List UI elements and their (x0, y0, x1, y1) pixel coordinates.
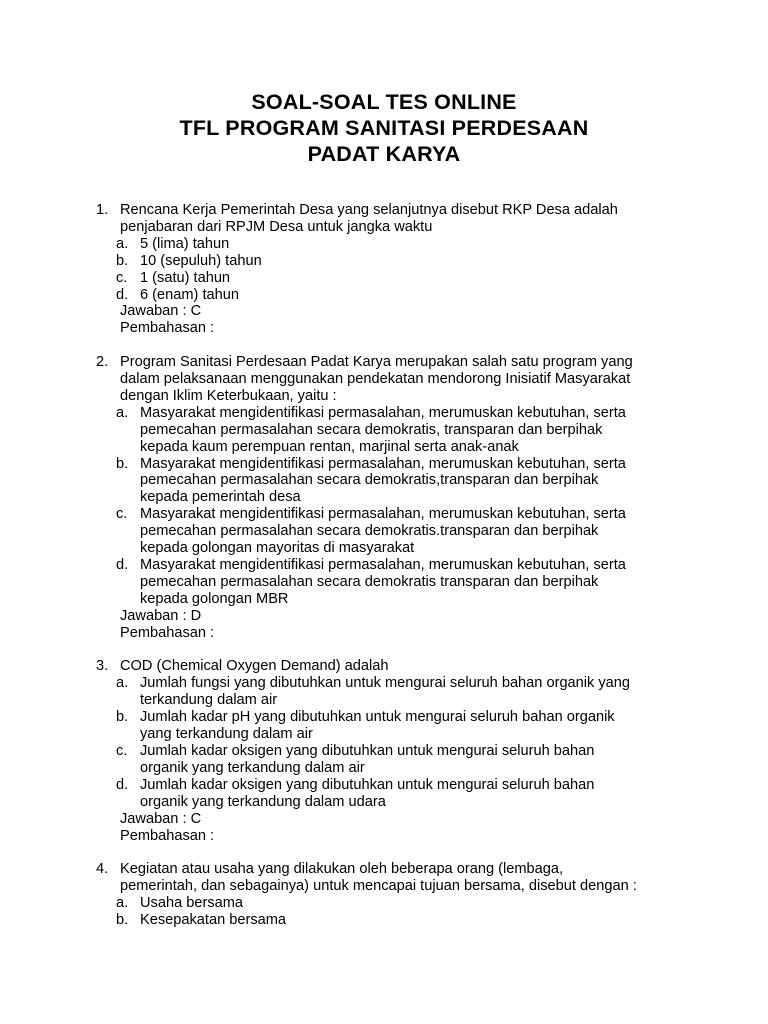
option-letter: b. (116, 252, 129, 269)
option-letter: a. (116, 675, 129, 692)
question-number: 3. (96, 658, 109, 675)
question-text: Rencana Kerja Pemerintah Desa yang selanjutnya disebut RKP Desa adalah penjabaran dari RPJM Desa untuk jangka waktu (120, 202, 618, 235)
option-text: 1 (satu) tahun (140, 269, 231, 286)
option-text: 6 (enam) tahun (140, 286, 239, 303)
question-text: Program Sanitasi Perdesaan Padat Karya merupakan salah satu program yang dalam pelaksanaan menggunakan pendekatan mendorong Inisiatif Masyarakat dengan Iklim Keterbukaan, yaitu : (120, 354, 633, 404)
option-text: Jumlah kadar oksigen yang dibutuhkan untuk mengurai seluruh bahan organik yang terkandung dalam air (140, 742, 595, 776)
option-text: Masyarakat mengidentifikasi permasalahan, merumuskan kebutuhan, serta pemecahan permasalahan secara demokratis transparan dan berpihak kepada golongan MBR (140, 557, 626, 607)
option-a (0, 675, 768, 709)
option-letter: b. (116, 709, 129, 726)
answer-text: Jawaban : D (120, 607, 202, 624)
question-number: 2. (96, 354, 109, 371)
option-text: Masyarakat mengidentifikasi permasalahan, merumuskan kebutuhan, serta pemecahan permasalahan secara demokratis,transparan dan berpihak kepada pemerintah desa (140, 455, 626, 506)
option-text: 10 (sepuluh) tahun (140, 252, 262, 269)
question-3 (0, 658, 768, 844)
option-text: Kesepakatan bersama (140, 912, 287, 929)
answer-text: Jawaban : C (120, 810, 202, 827)
option-b (0, 456, 768, 507)
option-b (0, 912, 768, 929)
option-text: Usaha bersama (140, 895, 244, 912)
option-text: Jumlah kadar pH yang dibutuhkan untuk mengurai seluruh bahan organik yang terkandung dalam air (140, 709, 615, 743)
title-line-3: PADAT KARYA (307, 142, 461, 166)
document-title (0, 89, 768, 167)
option-text: Jumlah fungsi yang dibutuhkan untuk mengurai seluruh bahan organik yang terkandung dalam air (140, 675, 631, 709)
option-a (0, 236, 768, 253)
option-text: 5 (lima) tahun (140, 235, 230, 252)
option-letter: b. (116, 912, 129, 929)
option-b (0, 709, 768, 743)
question-text: COD (Chemical Oxygen Demand) adalah (120, 658, 389, 675)
option-b (0, 253, 768, 270)
question-number: 4. (96, 861, 109, 878)
option-c (0, 506, 768, 557)
option-letter: a. (116, 235, 129, 252)
question-number: 1. (96, 202, 109, 218)
option-letter: b. (116, 455, 129, 472)
option-d (0, 557, 768, 608)
answer-text: Jawaban : C (120, 303, 202, 320)
question-2 (0, 354, 768, 641)
option-text: Masyarakat mengidentifikasi permasalahan, merumuskan kebutuhan, serta pemecahan permasalahan secara demokratis.transparan dan berpihak kepada golongan mayoritas di masyarakat (140, 506, 626, 557)
option-letter: d. (116, 557, 129, 574)
title-line-1: SOAL-SOAL TES ONLINE (251, 90, 517, 114)
option-letter: a. (116, 895, 129, 912)
option-a (0, 895, 768, 912)
discussion-label: Pembahasan : (120, 624, 215, 641)
option-letter: d. (116, 776, 129, 793)
question-1 (0, 202, 768, 337)
question-list (0, 202, 768, 946)
option-d (0, 777, 768, 811)
option-letter: c. (116, 742, 128, 759)
option-letter: a. (116, 404, 129, 421)
option-text: Masyarakat mengidentifikasi permasalahan, merumuskan kebutuhan, serta pemecahan permasalahan secara demokratis, transparan dan berpihak kepada kaum perempuan rentan, marjinal serta anak-anak (140, 404, 626, 455)
option-c (0, 270, 768, 287)
title-line-2: TFL PROGRAM SANITASI PERDESAAN (179, 116, 589, 140)
option-letter: c. (116, 269, 128, 286)
option-letter: c. (116, 506, 128, 523)
option-a (0, 405, 768, 456)
option-d (0, 287, 768, 304)
option-c (0, 743, 768, 777)
discussion-label: Pembahasan : (120, 827, 215, 844)
discussion-label: Pembahasan : (120, 320, 215, 337)
question-4 (0, 861, 768, 929)
question-text: Kegiatan atau usaha yang dilakukan oleh beberapa orang (lembaga, pemerintah, dan sebagainya) untuk mencapai tujuan bersama, disebut dengan : (120, 861, 637, 895)
option-letter: d. (116, 286, 129, 303)
option-text: Jumlah kadar oksigen yang dibutuhkan untuk mengurai seluruh bahan organik yang terkandung dalam udara (140, 776, 595, 810)
